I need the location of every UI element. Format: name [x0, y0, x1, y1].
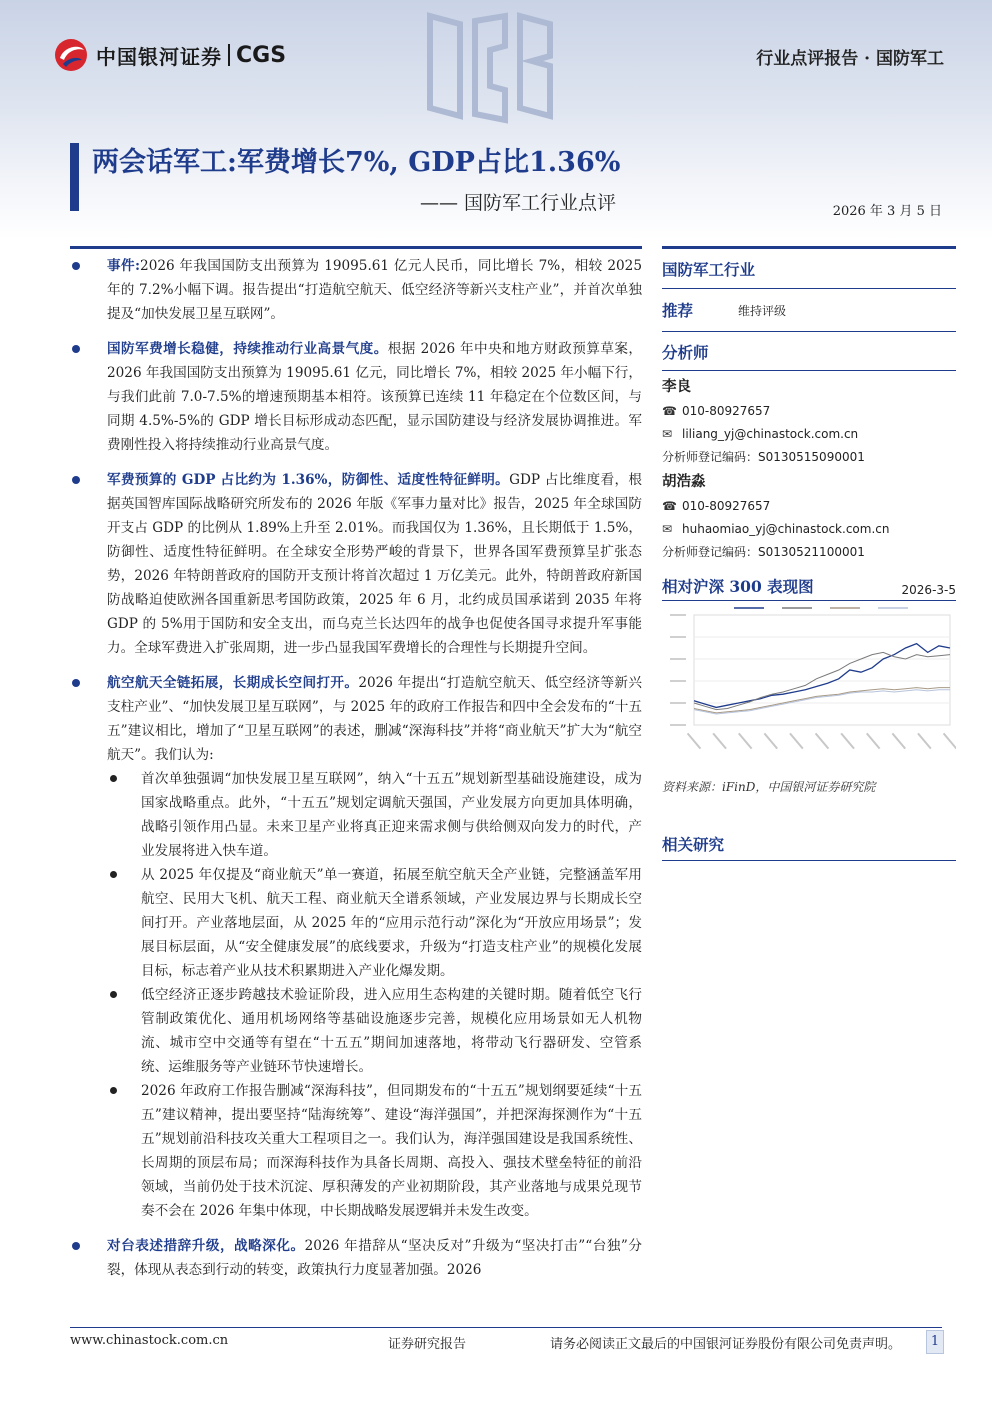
chart-series-4 — [694, 690, 950, 714]
report-type: 行业点评报告 · 国防军工 — [756, 49, 944, 69]
footer-site[interactable]: www.chinastock.com.cn — [70, 1333, 229, 1348]
main-top-rule — [70, 246, 642, 249]
email-text[interactable]: huhaomiao_yj@chinastock.com.cn — [682, 521, 890, 536]
x-tick-mark — [739, 733, 752, 748]
page-title: 两会话军工:军费增长7%, GDP占比1.36% — [92, 147, 621, 178]
sub-bullet-icon — [110, 1087, 117, 1094]
registration-text: 分析师登记编码：S0130515090001 — [662, 450, 865, 464]
bullet-icon — [72, 262, 80, 270]
x-tick-mark — [892, 733, 905, 748]
x-tick-mark — [867, 733, 880, 748]
bullet-icon — [72, 476, 80, 484]
sub-point-industry-chain — [70, 863, 642, 983]
chart-header — [662, 575, 956, 597]
sub-point-satellite — [70, 767, 642, 863]
analyst-registration — [662, 445, 956, 468]
x-tick-mark — [713, 733, 726, 748]
x-tick-mark — [764, 733, 777, 748]
rating-row — [662, 289, 956, 331]
paragraph-lead: 事件: — [107, 258, 141, 274]
industry-heading: 国防军工行业 — [662, 260, 756, 279]
rating-label: 推荐 — [662, 301, 694, 320]
sub-bullet-icon — [110, 871, 117, 878]
chart-frame — [694, 615, 950, 725]
logo-text-en: CGS — [236, 42, 287, 68]
analyst-name: 李良 — [662, 378, 691, 395]
chart-series-3 — [694, 688, 950, 713]
chart-date: 2026-3-5 — [901, 583, 956, 597]
paragraph-aerospace — [70, 671, 642, 767]
paragraph-text: GDP 占比维度看，根据英国智库国际战略研究所发布的 2026 年版《军事力量对比》报告，2025 年全球国防开支占 GDP 的比例从 1.89%上升至 2.01%。而我国仅为 1.36%，且长期低于 1.5%，防御性、适度性特征鲜明。在全球安全形势严峻的背景下，世界各国军费预算呈扩张态势，2026 年特朗普政府的国防开支预计将首次超过 1 万亿美元。此外，特朗普政府新国防战略迫使欧洲各国重新思考国防政策，2025 年 6 月，北约成员国承诺到 2035 年将 GDP 的 5%用于国防和安全支出，而乌克兰长达四年的战争也促使各国寻求提升军事能力。全球军费进入扩张周期，进一步凸显我国军费增长的合理性与长期提升空间。 — [107, 472, 642, 656]
sidebar-divider — [662, 860, 956, 861]
paragraph-text: 根据 2026 年中央和地方财政预算草案，2026 年我国国防支出预算为 19095.61 亿元，同比增长 7%，相较 2025 年小幅下行，与我们此前 7.0-7.5%的增速预期基本相符。该预算已连续 11 年稳定在个位数区间，与同期 4.5%-5%的 GDP 增长目标形成动态匹配，显示国防建设与经济发展协调推进。军费刚性投入将持续推动行业高景气度。 — [107, 341, 642, 453]
x-tick-mark — [688, 733, 701, 748]
sub-point-text: 首次单独强调“加快发展卫星互联网”，纳入“十五五”规划新型基础设施建设，成为国家战略重点。此外，“十五五”规划定调航天强国，产业发展方向更加具体明确，战略引领作用凸显。未来卫星产业将真正迎来需求侧与供给侧双向发力的时代，产业发展将进入快车道。 — [141, 771, 642, 859]
analyst-phone — [662, 494, 956, 517]
logo-text-cn: 中国银河证券 — [96, 44, 222, 69]
report-date: 2026 年 3 月 5 日 — [832, 204, 942, 219]
sub-point-text: 低空经济正逐步跨越技术验证阶段，进入应用生态构建的关键时期。随着低空飞行管制政策优化、通用机场网络等基础设施逐步完善，规模化应用场景如无人机物流、城市空中交通等有望在“十五五”期间加速落地，将带动飞行器研发、空管系统、运维服务等产业链环节快速增长。 — [141, 987, 642, 1075]
sub-bullet-icon — [110, 991, 117, 998]
chart-title: 相对沪深 300 表现图 — [662, 577, 814, 596]
sidebar — [662, 252, 956, 861]
x-tick-mark — [790, 733, 803, 748]
sub-point-text: 2026 年政府工作报告删减“深海科技”，但同期发布的“十五五”规划纲要延续“十五五”建议精神，提出要坚持“陆海统筹”、建设“海洋强国”，并把深海探测作为“十五五”规划前沿科技攻关重大工程项目之一。我们认为，海洋强国建设是我国系统性、长周期的顶层布局；而深海科技作为具备长周期、高投入、强技术壁垒特征的前沿领域，当前仍处于技术沉淀、厚积薄发的产业初期阶段，其产业落地与成果兑现节奏不会在 2026 年集中体现，中长期战略发展逻辑并未发生改变。 — [141, 1083, 642, 1219]
phone-icon: ☎ — [662, 498, 677, 513]
sub-bullet-icon — [110, 775, 117, 782]
analyst-card — [662, 375, 956, 468]
logo-divider — [228, 44, 230, 66]
sub-point-low-altitude — [70, 983, 642, 1079]
related-heading: 相关研究 — [662, 835, 725, 854]
paragraph-gdp-share — [70, 468, 642, 660]
chart-series-1 — [694, 644, 950, 708]
x-tick-mark — [816, 733, 829, 748]
performance-chart — [662, 601, 956, 771]
paragraph-budget-growth — [70, 337, 642, 457]
paragraph-taiwan — [70, 1234, 642, 1282]
sub-point-deep-sea — [70, 1079, 642, 1223]
paragraph-lead: 国防军费增长稳健，持续推动行业高景气度。 — [107, 341, 388, 357]
page-number: 1 — [926, 1330, 944, 1354]
paragraph-text: 2026 年我国国防支出预算为 19095.61 亿元人民币，同比增长 7%，相较 2025 年的 7.2%小幅下调。报告提出“打造航空航天、低空经济等新兴支柱产业”，并首次单独提及“加快发展卫星互联网”。 — [107, 258, 642, 322]
analyst-phone — [662, 399, 956, 422]
galaxy-logo-icon — [54, 38, 88, 72]
bullet-icon — [72, 1242, 80, 1250]
paragraph-text: 2026 年措辞从“坚决反对”升级为“坚决打击”“台独”分裂，体现从表态到行动的转变，政策执行力度显著加强。2026 — [107, 1238, 642, 1278]
footer-center: 证券研究报告 — [388, 1337, 467, 1352]
x-tick-mark — [841, 733, 854, 748]
phone-icon: ☎ — [662, 403, 677, 418]
paragraph-event — [70, 254, 642, 326]
phone-text: 010-80927657 — [682, 498, 771, 513]
paragraph-lead: 航空航天全链拓展，长期成长空间打开。 — [107, 675, 359, 691]
paragraph-lead: 对台表述措辞升级，战略深化。 — [107, 1238, 305, 1254]
analyst-card — [662, 470, 956, 563]
email-text[interactable]: liliang_yj@chinastock.com.cn — [682, 426, 859, 441]
rating-value: 维持评级 — [738, 303, 787, 318]
sidebar-divider — [662, 370, 956, 371]
side-top-rule — [662, 246, 956, 249]
analyst-name: 胡浩淼 — [662, 473, 706, 490]
phone-text: 010-80927657 — [682, 403, 771, 418]
paragraph-lead: 军费预算的 GDP 占比约为 1.36%，防御性、适度性特征鲜明。 — [107, 472, 510, 488]
x-tick-mark — [918, 733, 931, 748]
page-subtitle: —— 国防军工行业点评 — [420, 192, 617, 214]
cgs-watermark-icon — [420, 6, 560, 126]
x-tick-mark — [944, 733, 956, 748]
bullet-icon — [72, 679, 80, 687]
analyst-registration — [662, 540, 956, 563]
title-accent-bar — [70, 143, 79, 211]
footer-disclaimer: 请务必阅读正文最后的中国银河证券股份有限公司免责声明。 — [550, 1337, 902, 1352]
email-icon: ✉ — [662, 521, 673, 536]
company-logo — [54, 36, 286, 74]
analyst-email[interactable] — [662, 422, 956, 445]
footer-rule — [70, 1327, 942, 1328]
chart-source: 资料来源：iFinD，中国银河证券研究院 — [662, 780, 876, 794]
registration-text: 分析师登记编码：S0130521100001 — [662, 545, 865, 559]
analyst-email[interactable] — [662, 517, 956, 540]
bullet-icon — [72, 345, 80, 353]
sub-point-text: 从 2025 年仅提及“商业航天”单一赛道，拓展至航空航天全产业链，完整涵盖军用航空、民用大飞机、航天工程、商业航天全谱系领域，产业发展边界与长期成长空间打开。产业落地层面，从 2025 年的“应用示范行动”深化为“开放应用场景”；发展目标层面，从“安全健康发展”的底线要求，升级为“打造支柱产业”的规模化发展目标，标志着产业从技术积累期进入产业化爆发期。 — [141, 867, 642, 979]
analyst-heading: 分析师 — [662, 343, 709, 362]
paragraph-text: 2026 年提出“打造航空航天、低空经济等新兴支柱产业”、“加快发展卫星互联网”，与 2025 年的政府工作报告和四中全会发布的“十五五”建议相比，增加了“卫星互联网”的表述，删减“深海科技”并将“商业航天”扩大为“航空航天”。我们认为: — [107, 675, 642, 763]
email-icon: ✉ — [662, 426, 673, 441]
main-content — [70, 254, 642, 1282]
